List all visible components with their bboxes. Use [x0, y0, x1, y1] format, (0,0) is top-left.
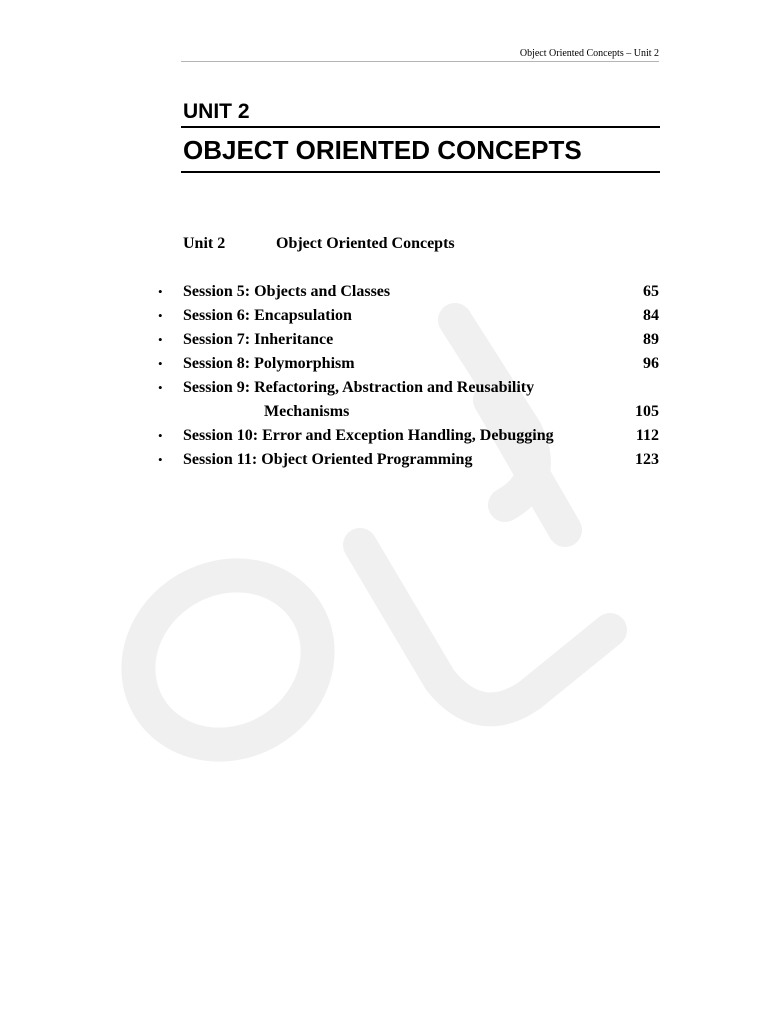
- toc-unit-number: Unit 2: [183, 235, 226, 252]
- toc-entry-page: 89: [643, 331, 659, 348]
- toc-entry-page: 105: [635, 403, 659, 420]
- bullet-icon: •: [158, 308, 163, 323]
- toc-entry-title: Session 10: Error and Exception Handling, Debugging: [183, 427, 554, 444]
- header-rule: [181, 61, 659, 62]
- title-rule-top: [181, 126, 660, 128]
- toc-entry-title: Session 6: Encapsulation: [183, 307, 352, 324]
- toc-entry-page: 84: [643, 307, 659, 324]
- toc-entry: [156, 448, 659, 472]
- toc-entry: [156, 304, 659, 328]
- toc-entry-title: Session 5: Objects and Classes: [183, 283, 391, 300]
- toc-entry: [156, 376, 659, 424]
- toc-entry-page: 123: [635, 451, 659, 468]
- toc-entry-title: Session 8: Polymorphism: [183, 355, 355, 372]
- toc-entry-continuation: Mechanisms: [264, 403, 350, 420]
- toc-entry-page: 65: [643, 283, 659, 300]
- running-header: Object Oriented Concepts – Unit 2: [519, 48, 659, 59]
- page-title: OBJECT ORIENTED CONCEPTS: [183, 135, 582, 165]
- bullet-icon: •: [158, 332, 163, 347]
- title-rule-bottom: [181, 171, 660, 173]
- bullet-icon: •: [158, 428, 163, 443]
- toc-entry: [156, 328, 659, 352]
- unit-label: UNIT 2: [183, 100, 250, 123]
- toc-unit-title: Object Oriented Concepts: [276, 235, 455, 252]
- toc-entry: [156, 352, 659, 376]
- toc-entry-page: 96: [643, 355, 659, 372]
- toc-entry: [156, 280, 659, 304]
- toc-entry-page: 112: [635, 427, 659, 444]
- bullet-icon: •: [158, 284, 163, 299]
- bullet-icon: •: [158, 452, 163, 467]
- toc-entry-title: Session 7: Inheritance: [183, 331, 334, 348]
- toc-entry-title: Session 9: Refactoring, Abstraction and Reusability: [183, 379, 535, 396]
- toc-entry-title: Session 11: Object Oriented Programming: [183, 451, 473, 468]
- toc-entry: [156, 424, 659, 448]
- toc-list: [156, 280, 659, 472]
- bullet-icon: •: [158, 380, 163, 395]
- bullet-icon: •: [158, 356, 163, 371]
